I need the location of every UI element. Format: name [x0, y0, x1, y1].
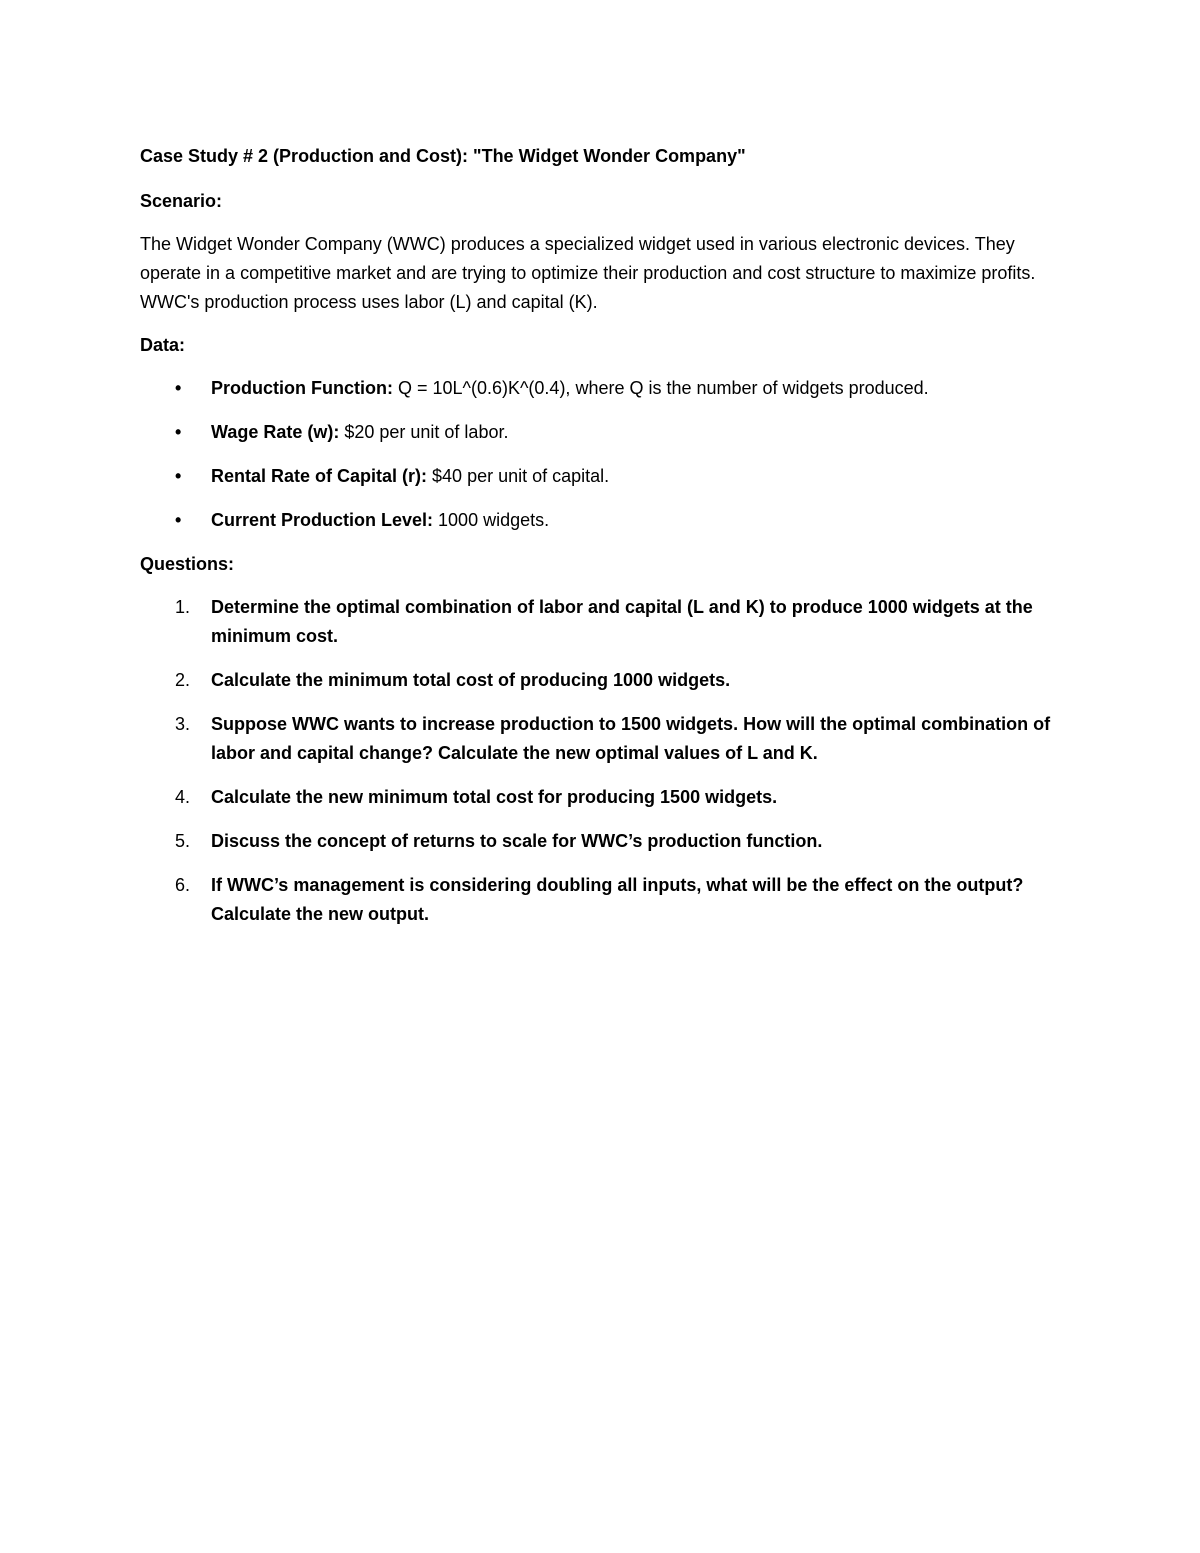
- question-text: Suppose WWC wants to increase production to 1500 widgets. How will the optimal combination of labor and capital change? Calculate the new optimal values of L and K.: [211, 714, 1051, 763]
- question-text: If WWC’s management is considering doubling all inputs, what will be the effect on the output? Calculate the new output.: [211, 875, 1024, 924]
- scenario-heading: Scenario:: [140, 191, 223, 211]
- scenario-text: The Widget Wonder Company (WWC) produces a specialized widget used in various electronic devices. They operate in a competitive market and are trying to optimize their production and cost structure to maximize profits. WWC's production process uses labor (L) and capital (K).: [140, 234, 1036, 312]
- bullet-icon: •: [175, 466, 182, 486]
- data-item-value: $20 per unit of labor.: [339, 422, 509, 442]
- question-item: [140, 871, 1060, 929]
- data-item-label: Rental Rate of Capital (r):: [211, 466, 428, 486]
- question-text: Calculate the new minimum total cost for producing 1500 widgets.: [211, 787, 778, 807]
- data-item-label: Current Production Level:: [211, 510, 434, 530]
- question-text: Determine the optimal combination of labor and capital (L and K) to produce 1000 widgets at the minimum cost.: [211, 597, 1033, 646]
- data-item-value: Q = 10L^(0.6)K^(0.4), where Q is the number of widgets produced.: [392, 378, 929, 398]
- question-item: [140, 827, 1060, 856]
- question-number: 4.: [175, 787, 191, 807]
- document-title: Case Study # 2 (Production and Cost): "The Widget Wonder Company": [140, 146, 746, 166]
- data-item-production-function: [140, 374, 1060, 403]
- data-item-label: Production Function:: [211, 378, 393, 398]
- bullet-icon: •: [175, 422, 182, 442]
- data-item-production-level: [140, 506, 1060, 535]
- question-number: 1.: [175, 597, 191, 617]
- question-text: Calculate the minimum total cost of producing 1000 widgets.: [211, 670, 731, 690]
- data-item-wage-rate: [140, 418, 1060, 447]
- data-item-value: 1000 widgets.: [433, 510, 550, 530]
- questions-heading: Questions:: [140, 554, 235, 574]
- questions-list: [140, 593, 1060, 929]
- bullet-icon: •: [175, 378, 182, 398]
- question-number: 2.: [175, 670, 191, 690]
- question-number: 3.: [175, 714, 191, 734]
- question-text: Discuss the concept of returns to scale for WWC’s production function.: [211, 831, 823, 851]
- document-body: [140, 142, 1060, 944]
- question-item: [140, 783, 1060, 812]
- question-item: [140, 593, 1060, 651]
- bullet-icon: •: [175, 510, 182, 530]
- data-item-value: $40 per unit of capital.: [427, 466, 610, 486]
- data-item-rental-rate: [140, 462, 1060, 491]
- question-number: 5.: [175, 831, 191, 851]
- data-item-label: Wage Rate (w):: [211, 422, 340, 442]
- question-number: 6.: [175, 875, 191, 895]
- data-heading: Data:: [140, 335, 186, 355]
- question-item: [140, 710, 1060, 768]
- data-list: [140, 374, 1060, 535]
- question-item: [140, 666, 1060, 695]
